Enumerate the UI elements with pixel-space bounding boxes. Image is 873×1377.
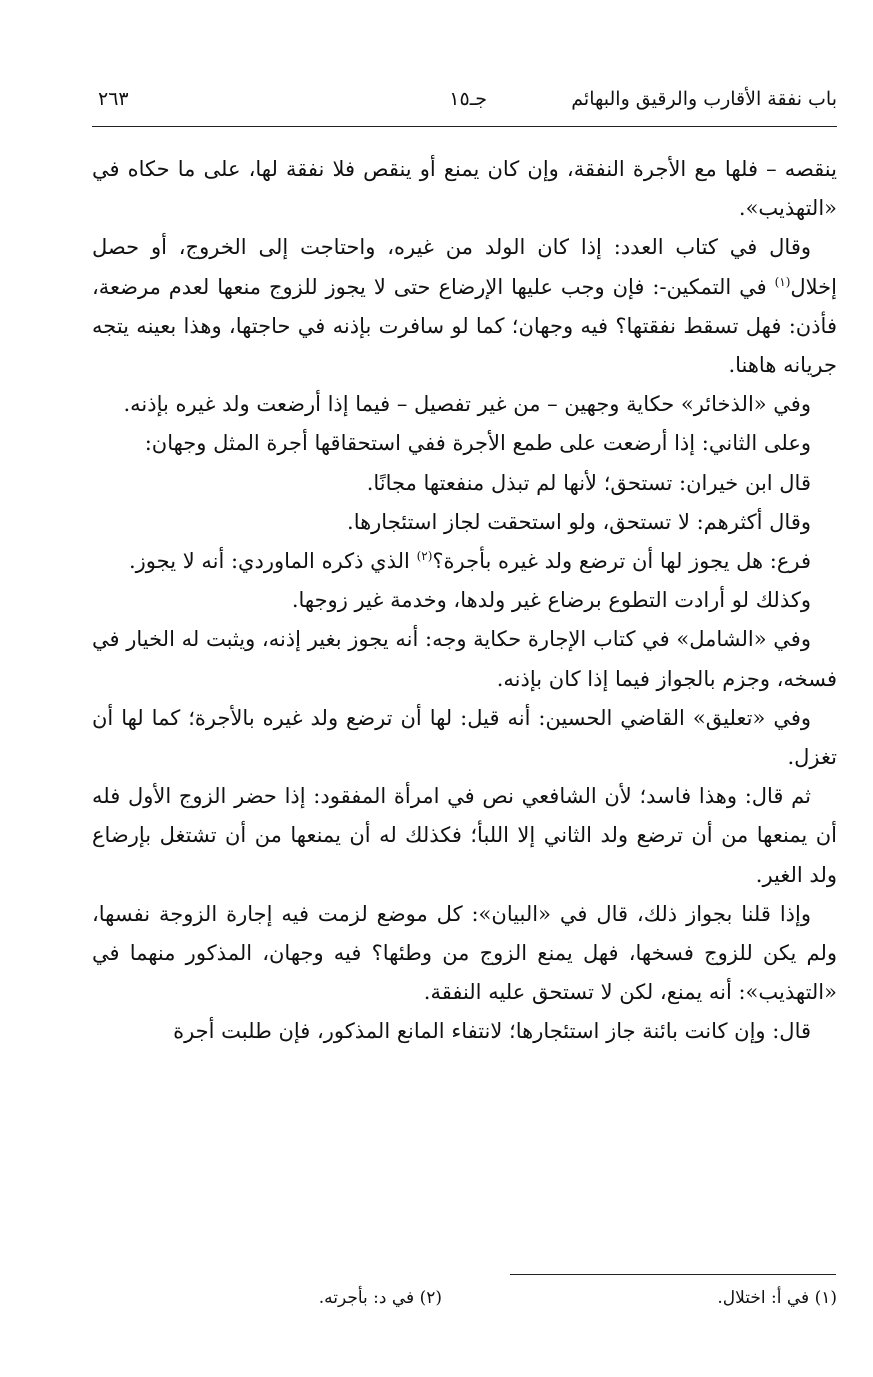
paragraph: وفي «الذخائر» حكاية وجهين – من غير تفصيل – فيما إذا أرضعت ولد غيره بإذنه. [123, 392, 811, 417]
paragraph: ينقصه – فلها مع الأجرة النفقة، وإن كان يمنع أو ينقص فلا نفقة لها، على ما حكاه في «التهذيب». [92, 157, 837, 221]
footnote-rule [510, 1274, 836, 1275]
paragraph: وقال أكثرهم: لا تستحق، ولو استحقت لجاز استئجارها. [347, 509, 811, 534]
paragraph: قال: وإن كانت بائنة جاز استئجارها؛ لانتفاء المانع المذكور، فإن طلبت أجرة [173, 1019, 811, 1044]
footnote-marker: (١) [774, 274, 791, 289]
running-header [92, 88, 837, 124]
paragraph: وإذا قلنا بجواز ذلك، قال في «البيان»: كل موضع لزمت فيه إجارة الزوجة نفسها، ولم يكن للزوج فسخها، فهل يمنع الزوج من وطئها؟ فيه وجهان، المذكور منهما في «التهذيب»: أنه يمنع، لكن لا تستحق عليه النفقة. [92, 901, 837, 1005]
paragraph-text: فرع: هل يجوز لها أن ترضع ولد غيره بأجرة؟ [432, 549, 811, 574]
paragraph: وفي «تعليق» القاضي الحسين: أنه قيل: لها أن ترضع ولد غيره بالأجرة؛ كما لها أن تغزل. [92, 705, 837, 770]
paragraph: وفي «الشامل» في كتاب الإجارة حكاية وجه: أنه يجوز بغير إذنه، ويثبت له الخيار في فسخه، وجزم بالجواز فيما إذا كان بإذنه. [92, 627, 837, 691]
footnotes [92, 1288, 837, 1318]
volume-label: جـ١٥ [449, 88, 487, 110]
paragraph-text: في التمكين-: فإن وجب عليها الإرضاع حتى لا يجوز للزوج منعها لعدم مرضعة، فأذن: فهل تسقط نفقتها؟ فيه وجهان؛ كما لو سافرت بإذنه في حاجتها، وهذا بعينه يتجه جريانه هاهنا. [92, 274, 837, 378]
paragraph [92, 542, 837, 581]
footnote-2: (٢) في د: بأجرته. [318, 1288, 442, 1308]
paragraph: وكذلك لو أرادت التطوع برضاع غير ولدها، وخدمة غير زوجها. [291, 588, 811, 613]
footnote-marker: (٢) [416, 549, 433, 564]
paragraph: ثم قال: وهذا فاسد؛ لأن الشافعي نص في امرأة المفقود: إذا حضر الزوج الأول فله أن يمنعها من أن ترضع ولد الثاني إلا اللبأ؛ فكذلك له أن يمنعها من أن تشتغل بإرضاع ولد الغير. [92, 784, 837, 887]
paragraph-text: الذي ذكره الماوردي: أنه لا يجوز. [128, 549, 417, 574]
page-body [92, 150, 837, 1052]
page-number: ٢٦٣ [98, 88, 129, 110]
footnote-1: (١) في أ: اختلال. [717, 1288, 837, 1308]
chapter-title: باب نفقة الأقارب والرقيق والبهائم [571, 88, 837, 110]
header-rule [92, 126, 837, 127]
paragraph: قال ابن خيران: تستحق؛ لأنها لم تبذل منفعتها مجانًا. [366, 470, 811, 495]
paragraph-text: وقال في كتاب العدد: إذا كان الولد من غيره، واحتاجت إلى الخروج، أو حصل إخلال [92, 235, 837, 299]
paragraph: وعلى الثاني: إذا أرضعت على طمع الأجرة ففي استحقاقها أجرة المثل وجهان: [144, 431, 811, 456]
paragraph [92, 228, 837, 385]
